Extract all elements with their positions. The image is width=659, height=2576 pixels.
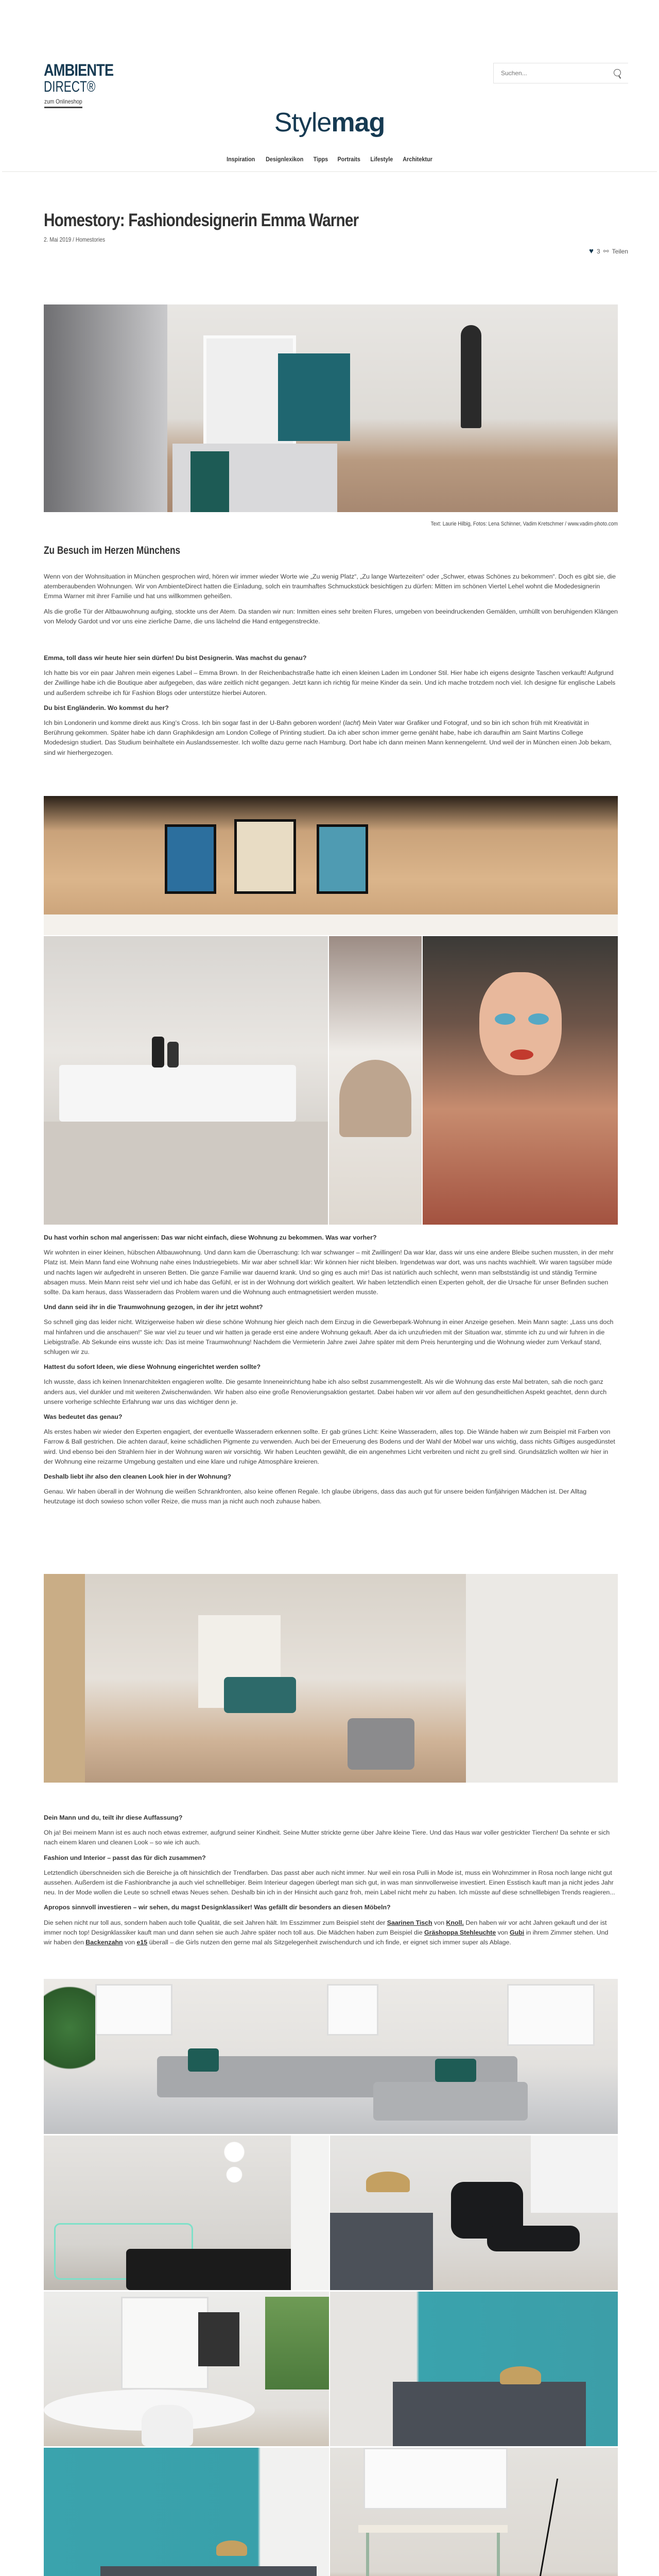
like-count: 3 — [597, 247, 600, 255]
answer-part: Den haben wir vor acht Jahren gekauft und der ist immer noch top! Designklassiker kauft man und dann sehen sie auch Jahre später noch toll aus. Die Mädchen haben zum Beispiel die — [44, 1919, 607, 1936]
answer — [44, 718, 618, 758]
answer: Ich wusste, dass ich keinen Innenarchitekten engagieren wollte. Die gesamte Inneneinrichtung habe ich also selbst zusammengestellt. Als wir die Wohnung das erste Mal betraten, sah die noch ganz anders aus, viel dunkler und mit weiteren Zwischenwänden. Wir haben also eine große Renovierungsaktion gestartet. Dabei haben wir vor allem auf den gesundheitlichen Aspekt geachtet, denn durch unsere vorherige schlechte Erfahrung war uns das wichtiger denn je. — [44, 1378, 607, 1405]
search-box[interactable] — [493, 63, 628, 83]
answer-part: von — [496, 1928, 510, 1936]
paragraph: Wenn von der Wohnsituation in München gesprochen wird, hören wir immer wieder Worte wie „Zu wenig Platz“, „Zu lange Wartezeiten“ oder „Schwer, etwas Schönes zu bekommen“. Doch es gibt sie, die atemberaubenden Wohnungen. Wir von AmbienteDirect hatten die Einladung, solch ein traumhaftes Schmuckstück besichtigen zu dürfen: Mitten im schönen Viertel Lehel wohnt die Modedesignerin Emma Warner mit ihrer Familie und hat uns willkommen geheißen. — [44, 573, 616, 600]
photo-lounge-chair — [330, 2136, 618, 2290]
answer-part: von — [123, 1939, 137, 1946]
nav-item-architektur[interactable]: Architektur — [403, 156, 433, 163]
link-graeshoppa-stehleuchte[interactable]: Gräshoppa Stehleuchte — [424, 1928, 496, 1936]
category-link[interactable]: Homestories — [75, 236, 106, 243]
link-gubi[interactable]: Gubi — [510, 1928, 525, 1936]
article-actions — [589, 247, 628, 256]
search-icon[interactable] — [614, 69, 621, 76]
answer-part: ) Mein Vater war Grafiker und Fotograf, und so bin ich schon früh mit Kreativität in Berührung gekommen. Später habe ich dann Graphikdesign am London College of Printing studiert. Da ich aber schon immer gerne genäht habe, habe ich daraufhin am Saint Martins College Modedesign studiert. Das Studium beinhaltete ein Auslandssemester. Ich wollte dazu gerne nach Hamburg. Dort habe ich dann meinen Mann kennengelernt. Und weil der in München einen Job bekam, sind wir hierhergezogen. — [44, 719, 612, 756]
question: Du bist Engländerin. Wo kommst du her? — [44, 704, 169, 711]
question: Was bedeutet das genau? — [44, 1413, 123, 1421]
photo-corner-chair — [329, 936, 422, 1225]
photo-hallway — [44, 1574, 618, 1783]
search-input[interactable] — [501, 70, 604, 77]
intro-text — [44, 572, 618, 632]
section-subtitle: Zu Besuch im Herzen Münchens — [44, 545, 181, 556]
link-e15[interactable]: e15 — [136, 1939, 148, 1946]
answer-part: Die sehen nicht nur toll aus, sondern haben auch tolle Qualität, die seit Jahren hält. Im Esszimmer zum Beispiel steht der — [44, 1919, 387, 1926]
answer-emphasis: lacht — [345, 719, 359, 727]
nav-item-inspiration[interactable]: Inspiration — [226, 156, 255, 163]
answer-part: in ihrem Zimmer stehen. Und wir haben den — [44, 1928, 609, 1946]
link-knoll[interactable]: Knoll. — [446, 1919, 464, 1926]
nav-item-tipps[interactable]: Tipps — [314, 156, 328, 163]
answer: Letztendlich überschneiden sich die Bereiche ja oft hinsichtlich der Trendfarben. Das passt aber auch nicht immer. Nur weil ein rosa Pulli in Mode ist, muss ein Wohnzimmer in Rosa noch lange nicht gut aussehen. Außerdem ist die Fashionbranche ja auch viel schnelllebiger. Beim Interieur dagegen überlegt man sich gut, in was man sinnvollerweise investiert. Einen Esstisch kauft man ja nicht jedes Jahr neu. In der Mode wollen die Leute so schnell etwas Neues sehen. Deshalb bin ich in der Hinsicht auch ganz froh, mein Label nicht mehr zu haben. Ich müsste auf diese schnelllebigen Trends reagieren... — [44, 1869, 615, 1896]
nav-item-lifestyle[interactable]: Lifestyle — [370, 156, 393, 163]
photo-dining-room — [44, 2292, 329, 2446]
photo-bike-daybed — [44, 2136, 329, 2290]
link-backenzahn[interactable]: Backenzahn — [85, 1939, 123, 1946]
paragraph: Als die große Tür der Altbauwohnung aufging, stockte uns der Atem. Da standen wir nun: Inmitten eines sehr breiten Flures, umgeben von beeindruckenden Gemälden, umhüllt von beruhigenden Klängen von Melody Gardot und vor uns eine zierliche Dame, die uns lächelnd die Hand entgegenstreckte. — [44, 607, 618, 625]
interview-block-1 — [44, 653, 618, 763]
article-meta — [44, 236, 105, 243]
question: Du hast vorhin schon mal angerissen: Das war nicht einfach, diese Wohnung zu bekommen. Was war vorher? — [44, 1234, 377, 1241]
question: Deshalb liebt ihr also den cleanen Look hier in der Wohnung? — [44, 1473, 231, 1481]
photo-teal-wall-lamp — [44, 2448, 329, 2576]
question: Hattest du sofort Ideen, wie diese Wohnung eingerichtet werden sollte? — [44, 1363, 261, 1371]
link-saarinen-tisch[interactable]: Saarinen Tisch — [387, 1919, 432, 1926]
answer-part: von — [432, 1919, 446, 1926]
answer-part: Ich bin Londonerin und komme direkt aus King’s Cross. Ich bin sogar fast in der U-Bahn geboren worden! ( — [44, 719, 345, 727]
stylemag-brand[interactable] — [0, 107, 659, 138]
answer: Wir wohnten in einer kleinen, hübschen Altbauwohnung. Und dann kam die Überraschung: Ich war schwanger – mit Zwillingen! Da war klar, dass wir uns eine andere Bleibe suchen mussten, in der mehr Platz ist. Mein Mann fand eine Wohnung nahe eines Industriegebiets. Mir war aber schnell klar: Wir können hier nicht bleiben. Irgendetwas war dort, was uns nachts wachhielt. Wir waren tagsüber müde und nachts lagen wir aufgedreht in unseren Betten. Die ganze Familie war dauernd krank. Und so ging es auch mir! Das ist natürlich auch schlecht, wenn man selbstständig ist und ständig Termine absagen muss. Mein Mann reist sehr viel und ich habe das Gefühl, er ist in der Wohnung dort wirklich gealtert. Wir haben letztendlich einen Experten geholt, der die Ursache für unser Befinden suchen sollte. Da kam heraus, dass Wasseradern das Problem waren und die Wohnung auch entmagnetisiert werden musste. — [44, 1249, 614, 1296]
photo-kids-desk — [330, 2448, 618, 2576]
question: Emma, toll dass wir heute hier sein dürfen! Du bist Designerin. Was machst du genau? — [44, 654, 307, 662]
answer: Genau. Wir haben überall in der Wohnung die weißen Schrankfronten, also keine offenen Regale. Ich glaube übrigens, dass das auch gut für unsere beiden fünfjährigen Mädchen ist. Der Alltag heutzutage ist doch sowieso schon voller Reize, die muss man ja nicht auch noch zuhause haben. — [44, 1488, 587, 1505]
share-button[interactable]: Teilen — [612, 247, 628, 255]
share-icon[interactable]: ⚯ — [603, 247, 609, 255]
answer: Als erstes haben wir wieder den Experten engagiert, der eventuelle Wasseradern erkennen sollte. Er gab grünes Licht: Keine Wasseradern, alles top. Die Wände haben wir zum Beispiel mit Farben von Farrow & Ball gestrichen. Die achten darauf, keine schädlichen Pigmente zu verwenden. Auch bei der Erneuerung des Bodens und der Wahl der Möbel war uns wichtig, dass nichts Giftiges ausgedünstet wird. Und ebenso bei den Strahlern hier in der Wohnung waren wir vorsichtig. Wir haben Leuchten gewählt, die ein angenehmes Licht verbreiten und nicht zu grell sind. Grundsätzlich wollten wir hier in der Wohnung eine reizarme Umgebung gestalten und eine klare und ruhige Atmosphäre kreieren. — [44, 1428, 615, 1465]
heart-icon[interactable]: ♥ — [589, 247, 594, 256]
answer: So schnell ging das leider nicht. Witzigerweise haben wir diese schöne Wohnung hier gleich nach dem Einzug in die Gewerbepark-Wohnung in einer Anzeige gesehen. Mein Mann sagte: „Lass uns doch mal hinfahren und die anschauen!“ Sie war viel zu teuer und wir hatten ja gerade erst eine andere Wohnung gekauft. Aber da ich unzufrieden mit der Situation war, stimmte ich zu und wir fuhren in die Liebigstraße. Ab Sekunde eins wusste ich: Das ist meine Traumwohnung! Nachdem die Vermieterin Jahre zwei Jahre später mit dem Preis herunterging und die Wohnung wieder zum Verkauf stand, schlugen wir zu. — [44, 1318, 614, 1356]
answer-part: überall – die Girls nutzen den gerne mal als Sitzgelegenheit zwischendurch und ich finde, er eignet sich immer super als Ablage. — [147, 1939, 511, 1946]
photo-shelf-art — [44, 796, 618, 935]
photo-credits: Text: Laurie Hilbig, Fotos: Lena Schinner, Vadim Kretschmer / www.vadim-photo.com — [430, 521, 618, 527]
interview-block-3 — [44, 1813, 618, 1953]
answer: Ich hatte bis vor ein paar Jahren mein eigenes Label – Emma Brown. In der Reichenbachstraße hatte ich einen kleinen Laden im Londoner Stil. Hier habe ich eigens designte Taschen verkauft! Aufgrund der Zwillinge habe ich die Boutique aber aufgegeben, das wäre zeitlich nicht gegangen. Jetzt kann ich richtig für meine Kinder da sein. Und ich mache trotzdem noch viel. Ich designe für englische Labels und außerdem schreibe ich für Fashion Blogs oder unterstütze hierbei Autoren. — [44, 669, 616, 697]
header-divider — [2, 171, 657, 172]
hero-photo-living-room — [44, 304, 618, 512]
question: Dein Mann und du, teilt ihr diese Auffassung? — [44, 1814, 183, 1821]
photo-teal-wall-sideboard — [330, 2292, 618, 2446]
ambiente-direct-logo[interactable] — [44, 62, 126, 95]
article-title: Homestory: Fashiondesignerin Emma Warner — [44, 210, 359, 230]
answer — [44, 1918, 618, 1948]
question: Fashion und Interior – passt das für dich zusammen? — [44, 1854, 206, 1861]
photo-wall-mural — [423, 936, 618, 1225]
answer: Oh ja! Bei meinem Mann ist es auch noch etwas extremer, aufgrund seiner Kindheit. Seine Mutter strickte gerne über Jahre kleine Tiere. Und das Haus war voller gestrickter Tierchen! Da sehnte er sich nach einem klaren und cleanen Look – so wie ich auch. — [44, 1829, 610, 1846]
logo-line-1: AMBIENTE — [44, 61, 114, 79]
main-nav — [0, 156, 659, 163]
online-shop-link[interactable]: zum Onlineshop — [44, 98, 82, 108]
question: Und dann seid ihr in die Traumwohnung gezogen, in der ihr jetzt wohnt? — [44, 1303, 263, 1311]
photo-living-room-sofa — [44, 1979, 618, 2134]
brand-light: Style — [274, 108, 332, 138]
photo-bathroom — [44, 936, 328, 1225]
logo-line-2: DIRECT® — [44, 78, 96, 95]
meta-separator: / — [71, 236, 76, 243]
article-date: 2. Mai 2019 — [44, 236, 72, 243]
interview-block-2 — [44, 1233, 618, 1512]
question: Apropos sinnvoll investieren – wir sehen, du magst Designklassiker! Was gefällt dir besonders an diesen Möbeln? — [44, 1904, 391, 1911]
brand-bold: mag — [331, 108, 385, 138]
nav-item-designlexikon[interactable]: Designlexikon — [266, 156, 304, 163]
nav-item-portraits[interactable]: Portraits — [337, 156, 361, 163]
